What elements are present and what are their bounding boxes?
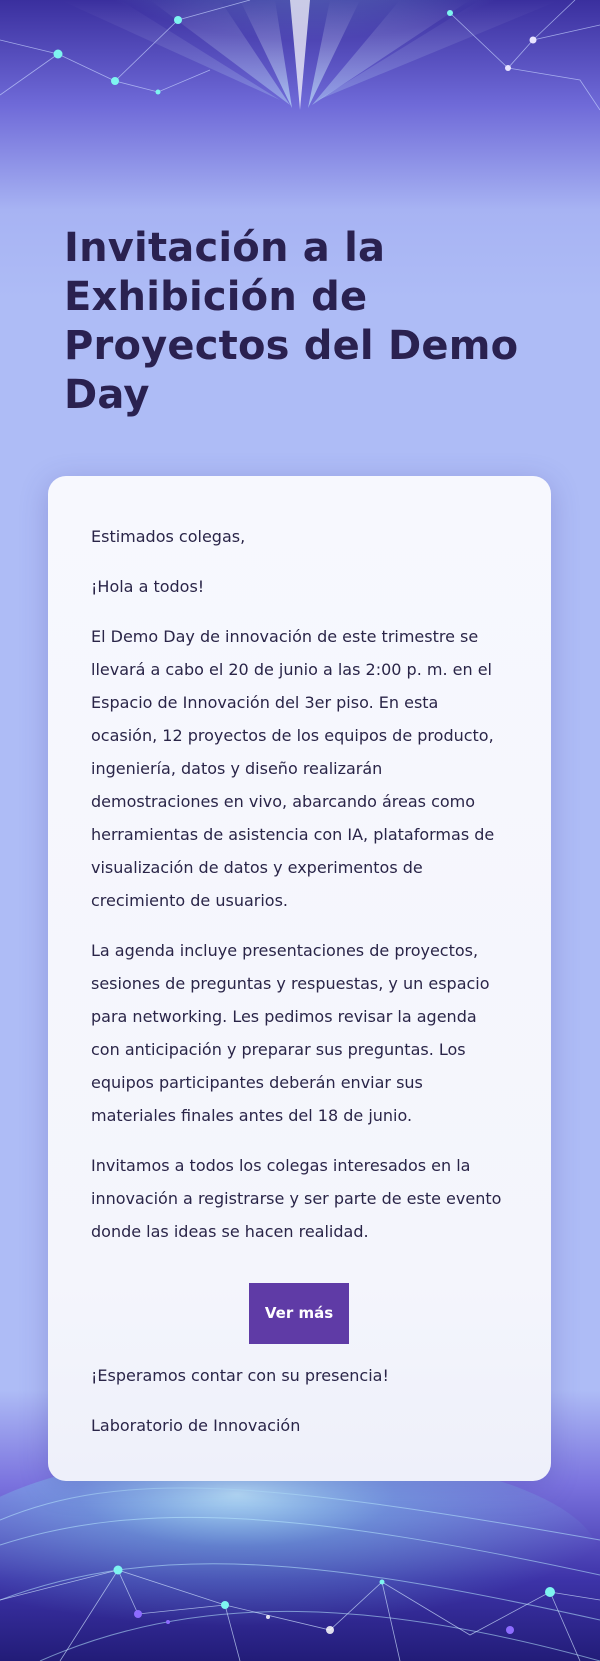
invitation-paragraph: Invitamos a todos los colegas interesados en la innovación a registrarse y ser parte de este evento donde las ideas se hacen realidad.	[91, 1156, 502, 1241]
cta-row	[91, 1283, 507, 1344]
see-more-button[interactable]: Ver más	[249, 1283, 349, 1344]
agenda-paragraph: La agenda incluye presentaciones de proyectos, sesiones de preguntas y respuestas, y un espacio para networking. Les pedimos revisar la agenda con anticipación y preparar sus preguntas. Los equipos participantes deberán enviar sus materiales finales antes del 18 de junio.	[91, 941, 490, 1125]
page-title: Invitación a la Exhibición de Proyectos del Demo Day	[64, 225, 519, 418]
closing-text: ¡Esperamos contar con su presencia!	[91, 1366, 389, 1385]
hello-text: ¡Hola a todos!	[91, 577, 205, 596]
signature-text: Laboratorio de Innovación	[91, 1416, 301, 1435]
greeting-text: Estimados colegas,	[91, 527, 246, 546]
event-details-paragraph: El Demo Day de innovación de este trimestre se llevará a cabo el 20 de junio a las 2:00 p. m. en el Espacio de Innovación del 3er piso. En esta ocasión, 12 proyectos de los equipos de producto, ingeniería, datos y diseño realizarán demostraciones en vivo, abarcando áreas como herramientas de asistencia con IA, plataformas de visualización de datos y experimentos de crecimiento de usuarios.	[91, 627, 495, 910]
invitation-card	[48, 476, 551, 1481]
